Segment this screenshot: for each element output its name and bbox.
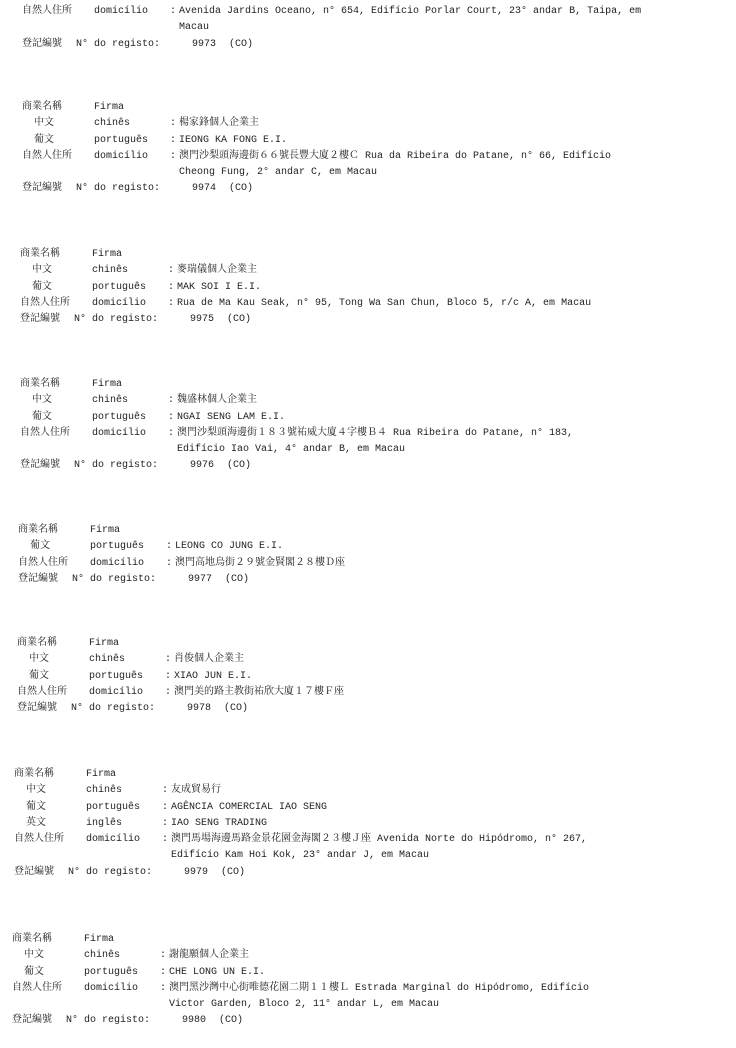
portuguese-name-colon: : — [166, 541, 173, 553]
english-name-name-value: IAO SENG TRADING — [171, 817, 268, 829]
portuguese-name-colon: : — [168, 281, 175, 293]
domicile-value: 澳門黑沙灣中心街唯德花園二期１１樓Ｌ Estrada Marginal do Hipódromo, Edifício — [169, 982, 590, 994]
firma-label-pt: Firma — [84, 934, 115, 945]
portuguese-name-label-pt: português — [90, 541, 145, 553]
portuguese-name-label-pt: português — [84, 966, 139, 978]
domicile-label-pt: domicílio — [94, 150, 149, 162]
registry-number: 9980 — [182, 1015, 207, 1027]
domicile-colon: : — [165, 686, 172, 698]
chinese-name-colon: : — [160, 950, 167, 962]
portuguese-name-label-zh: 葡文 — [26, 801, 46, 813]
registry-label-pt: N° do registo: — [74, 314, 159, 326]
registry-number: 9976 — [190, 460, 215, 472]
registry-label-zh: 登記編號 — [20, 314, 60, 326]
domicile-value: Cheong Fung, 2° andar C, em Macau — [179, 167, 378, 179]
firma-label-pt: Firma — [86, 769, 117, 780]
domicile-label-pt: domicílio — [92, 297, 147, 309]
domicile-label-pt: domicílio — [89, 686, 144, 698]
registry-label-zh: 登記編號 — [18, 573, 58, 585]
chinese-name-name-value: 楊家鋒個人企業主 — [179, 118, 259, 130]
registry-suffix: (CO) — [227, 460, 252, 472]
portuguese-name-label-zh: 葡文 — [34, 134, 54, 146]
domicile-label-pt: domicílio — [90, 557, 145, 569]
portuguese-name-label-zh: 葡文 — [30, 541, 50, 553]
registry-suffix: (CO) — [229, 38, 254, 50]
domicile-value: Edifício Kam Hoi Kok, 23° andar J, em Macau — [171, 850, 430, 862]
registry-label-pt: N° do registo: — [76, 38, 161, 50]
domicile-colon: : — [162, 834, 169, 846]
english-name-colon: : — [162, 817, 169, 829]
domicile-label-zh: 自然人住所 — [14, 834, 64, 846]
portuguese-name-name-value: IEONG KA FONG E.I. — [179, 134, 288, 146]
chinese-name-label-zh: 中文 — [29, 654, 49, 666]
domicile-colon: : — [160, 982, 167, 994]
chinese-name-colon: : — [165, 654, 172, 666]
chinese-name-label-zh: 中文 — [26, 785, 46, 797]
registry-label-pt: N° do registo: — [76, 183, 161, 195]
domicile-label-zh: 自然人住所 — [22, 6, 72, 17]
domicile-value: 澳門美的路主教街祐欣大廈１７樓Ｆ座 — [174, 686, 344, 698]
domicile-value: 澳門高地烏街２９號金賢閣２８樓Ｄ座 — [175, 557, 345, 569]
chinese-name-name-value: 謝龍願個人企業主 — [169, 950, 249, 962]
domicile-colon: : — [168, 427, 175, 439]
domicile-label-zh: 自然人住所 — [12, 982, 62, 994]
chinese-name-colon: : — [168, 395, 175, 407]
registry-number: 9975 — [190, 314, 215, 326]
chinese-name-name-value: 友成貿易行 — [171, 785, 221, 797]
registry-number: 9977 — [188, 573, 213, 585]
domicile-value: Avenida Jardins Oceano, n° 654, Edifício Porlar Court, 23° andar B, Taipa, em — [179, 6, 642, 17]
portuguese-name-label-zh: 葡文 — [29, 670, 49, 682]
domicile-value: 澳門馬場海邊馬路金景花園金海閣２３樓Ｊ座 Avenida Norte do Hipódromo, n° 267, — [171, 834, 588, 846]
registry-label-pt: N° do registo: — [68, 866, 153, 878]
firma-label-zh: 商業名稱 — [22, 102, 62, 113]
domicile-label-zh: 自然人住所 — [20, 427, 70, 439]
domicile-value: Edifício Iao Vai, 4° andar B, em Macau — [177, 444, 406, 456]
chinese-name-label-zh: 中文 — [32, 265, 52, 277]
firma-label-pt: Firma — [92, 379, 123, 390]
portuguese-name-colon: : — [168, 411, 175, 423]
firma-label-zh: 商業名稱 — [12, 934, 52, 945]
portuguese-name-label-zh: 葡文 — [32, 281, 52, 293]
portuguese-name-colon: : — [162, 801, 169, 813]
firma-label-pt: Firma — [90, 525, 121, 536]
registry-label-pt: N° do registo: — [71, 703, 156, 715]
domicile-label-pt: domicílio — [84, 982, 139, 994]
firma-label-pt: Firma — [94, 102, 125, 113]
registry-label-pt: N° do registo: — [72, 573, 157, 585]
chinese-name-label-pt: chinês — [86, 785, 123, 797]
portuguese-name-label-pt: português — [92, 411, 147, 423]
portuguese-name-name-value: LEONG CO JUNG E.I. — [175, 541, 284, 553]
domicile-value: Rua de Ma Kau Seak, n° 95, Tong Wa San Chun, Bloco 5, r/c A, em Macau — [177, 297, 592, 309]
domicile-value: 澳門沙梨頭海邊街１８３號祐威大廈４字樓Ｂ４ Rua Ribeira do Patane, n° 183, — [177, 427, 574, 439]
registry-label-zh: 登記編號 — [17, 703, 57, 715]
chinese-name-label-pt: chinês — [89, 654, 126, 666]
firma-label-pt: Firma — [92, 249, 123, 260]
portuguese-name-name-value: NGAI SENG LAM E.I. — [177, 411, 286, 423]
chinese-name-label-zh: 中文 — [32, 395, 52, 407]
portuguese-name-colon: : — [160, 966, 167, 978]
english-name-label-zh: 英文 — [26, 817, 46, 829]
domicile-label-pt: domicílio — [94, 6, 149, 17]
chinese-name-colon: : — [162, 785, 169, 797]
domicile-colon: : — [166, 557, 173, 569]
chinese-name-label-pt: chinês — [94, 118, 131, 130]
portuguese-name-label-pt: português — [89, 670, 144, 682]
domicile-label-zh: 自然人住所 — [17, 686, 67, 698]
registry-label-zh: 登記編號 — [22, 183, 62, 195]
registry-label-zh: 登記編號 — [20, 460, 60, 472]
chinese-name-name-value: 麥瑞儀個人企業主 — [177, 265, 257, 277]
portuguese-name-colon: : — [165, 670, 172, 682]
domicile-value: Macau — [179, 22, 210, 34]
portuguese-name-label-pt: português — [92, 281, 147, 293]
firma-label-zh: 商業名稱 — [17, 638, 57, 649]
domicile-value: Victor Garden, Bloco 2, 11° andar L, em Macau — [169, 999, 440, 1011]
registry-number: 9973 — [192, 38, 217, 50]
firma-label-zh: 商業名稱 — [18, 525, 58, 536]
domicile-colon: : — [170, 6, 177, 17]
registry-suffix: (CO) — [221, 866, 246, 878]
chinese-name-name-value: 肖俊個人企業主 — [174, 654, 244, 666]
domicile-colon: : — [170, 150, 177, 162]
portuguese-name-name-value: MAK SOI I E.I. — [177, 281, 262, 293]
portuguese-name-name-value: XIAO JUN E.I. — [174, 670, 253, 682]
registry-suffix: (CO) — [224, 703, 249, 715]
registry-number: 9974 — [192, 183, 217, 195]
registry-label-zh: 登記編號 — [14, 866, 54, 878]
registry-suffix: (CO) — [225, 573, 250, 585]
portuguese-name-label-pt: português — [94, 134, 149, 146]
chinese-name-label-pt: chinês — [92, 395, 129, 407]
registry-number: 9978 — [187, 703, 212, 715]
portuguese-name-label-pt: português — [86, 801, 141, 813]
domicile-label-pt: domicílio — [92, 427, 147, 439]
portuguese-name-label-zh: 葡文 — [32, 411, 52, 423]
chinese-name-label-zh: 中文 — [24, 950, 44, 962]
firma-label-zh: 商業名稱 — [20, 379, 60, 390]
firma-label-zh: 商業名稱 — [20, 249, 60, 260]
registry-label-pt: N° do registo: — [74, 460, 159, 472]
portuguese-name-name-value: CHE LONG UN E.I. — [169, 966, 266, 978]
registry-suffix: (CO) — [227, 314, 252, 326]
chinese-name-label-pt: chinês — [84, 950, 121, 962]
chinese-name-label-zh: 中文 — [34, 118, 54, 130]
registry-label-zh: 登記編號 — [12, 1015, 52, 1027]
english-name-label-pt: inglês — [86, 817, 123, 829]
portuguese-name-colon: : — [170, 134, 177, 146]
domicile-label-zh: 自然人住所 — [22, 150, 72, 162]
domicile-value: 澳門沙梨頭海邊街６６號長豐大廈２樓Ｃ Rua da Ribeira do Patane, n° 66, Edifício — [179, 150, 612, 162]
registry-label-zh: 登記編號 — [22, 38, 62, 50]
chinese-name-colon: : — [170, 118, 177, 130]
firma-label-pt: Firma — [89, 638, 120, 649]
registry-suffix: (CO) — [229, 183, 254, 195]
registry-label-pt: N° do registo: — [66, 1015, 151, 1027]
chinese-name-colon: : — [168, 265, 175, 277]
domicile-colon: : — [168, 297, 175, 309]
registry-number: 9979 — [184, 866, 209, 878]
registry-suffix: (CO) — [219, 1015, 244, 1027]
domicile-label-pt: domicílio — [86, 834, 141, 846]
domicile-label-zh: 自然人住所 — [18, 557, 68, 569]
domicile-label-zh: 自然人住所 — [20, 297, 70, 309]
chinese-name-label-pt: chinês — [92, 265, 129, 277]
portuguese-name-name-value: AGÊNCIA COMERCIAL IAO SENG — [171, 801, 328, 813]
chinese-name-name-value: 魏盛林個人企業主 — [177, 395, 257, 407]
portuguese-name-label-zh: 葡文 — [24, 966, 44, 978]
firma-label-zh: 商業名稱 — [14, 769, 54, 780]
